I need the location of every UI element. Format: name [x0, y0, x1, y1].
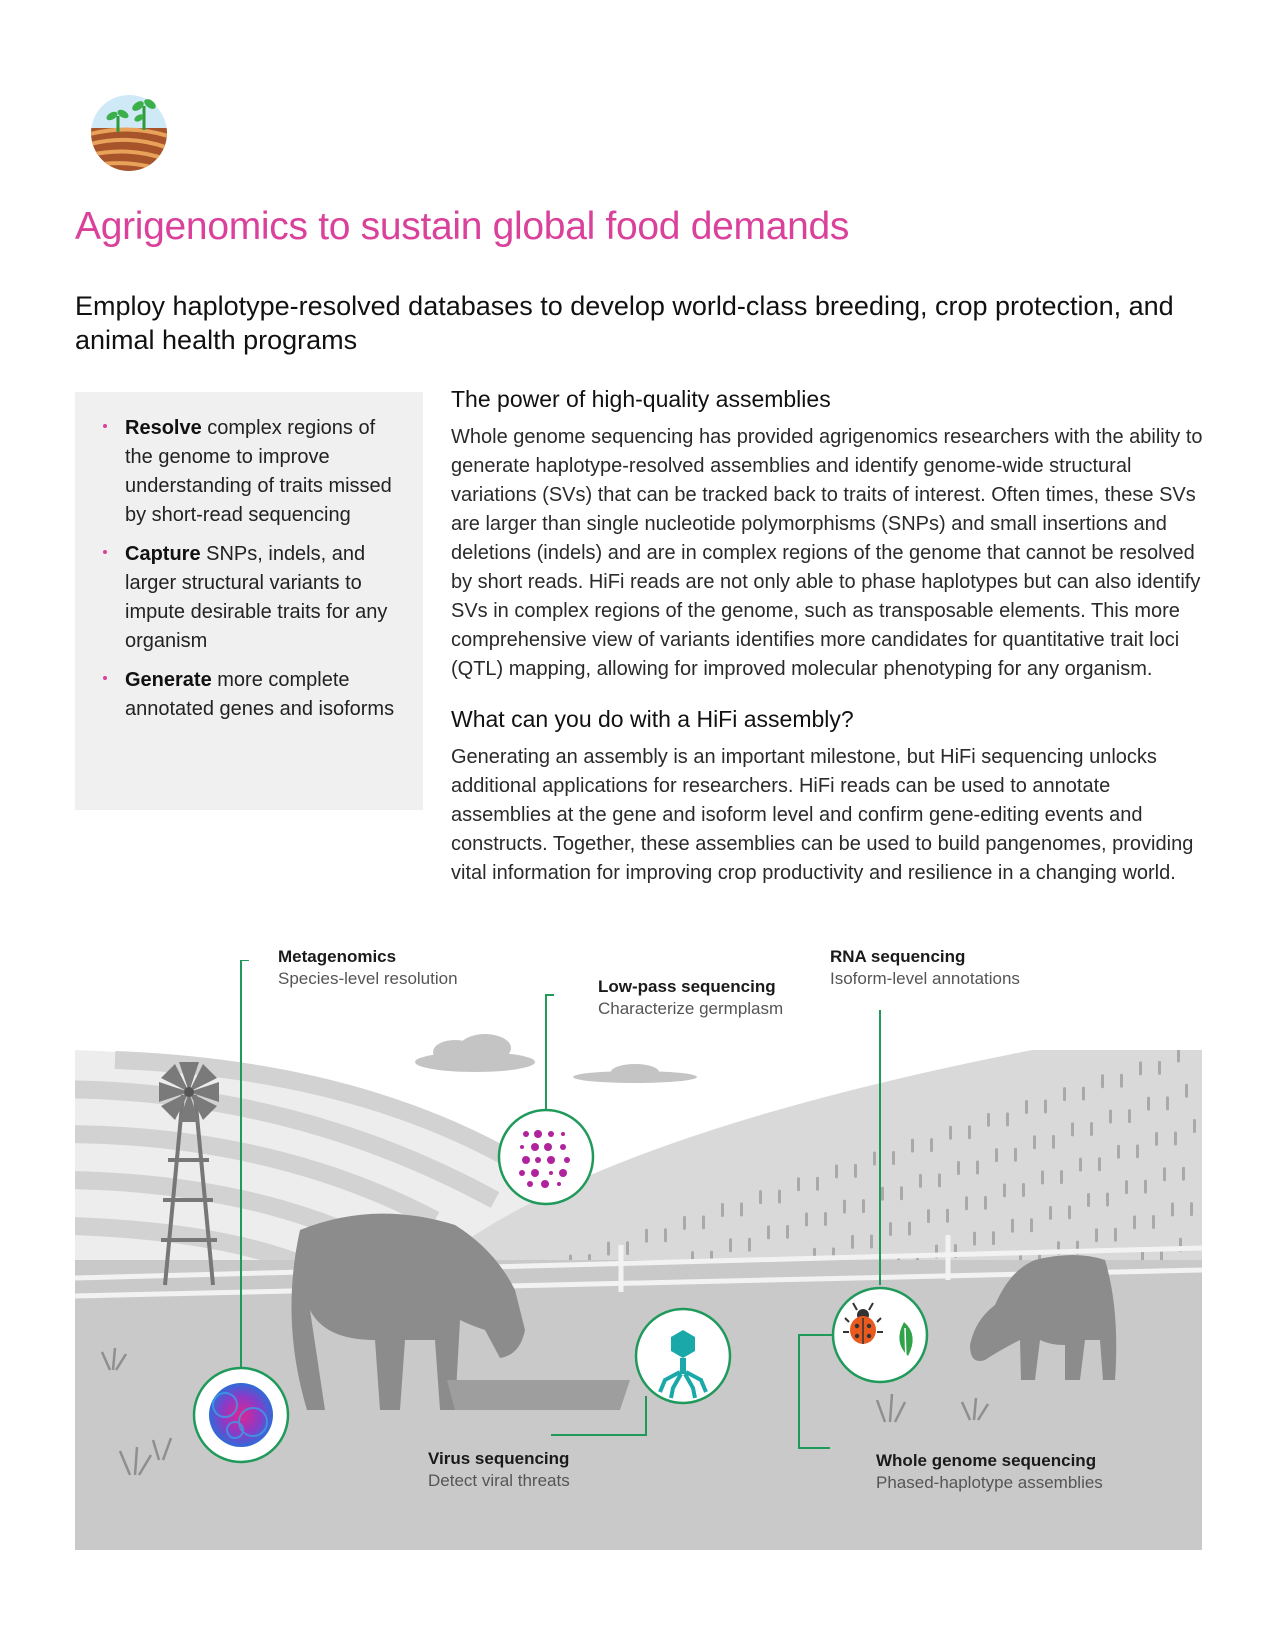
- wheat-stalk: [835, 1164, 838, 1178]
- benefit-item-generate: [125, 666, 403, 724]
- wheat-stalk: [1095, 1228, 1098, 1242]
- wheat-stalk: [1163, 1167, 1166, 1181]
- bullet-icon: [103, 676, 107, 680]
- wheat-stalk: [908, 1222, 911, 1236]
- benefit-keyword: Resolve: [125, 417, 202, 439]
- wheat-stalk: [1052, 1135, 1055, 1149]
- wheat-stalk: [984, 1196, 987, 1210]
- wheat-stalk: [683, 1216, 686, 1230]
- wheat-stalk: [1044, 1100, 1047, 1114]
- wheat-stalk: [862, 1199, 865, 1213]
- wheat-stalk: [1177, 1048, 1180, 1062]
- wheat-stalk: [748, 1238, 751, 1252]
- wheat-stalk: [1152, 1215, 1155, 1229]
- wheat-stalk: [816, 1177, 819, 1191]
- benefit-item-capture: [125, 540, 403, 656]
- wheat-stalk: [987, 1113, 990, 1127]
- callout-subtitle: Isoform-level annotations: [830, 969, 1020, 988]
- wheat-stalk: [946, 1209, 949, 1223]
- callout-metagenomics: [278, 946, 458, 990]
- wheat-stalk: [740, 1203, 743, 1217]
- wheat-stalk: [1158, 1061, 1161, 1075]
- wheat-stalk: [1082, 1087, 1085, 1101]
- callout-title: Virus sequencing: [428, 1449, 570, 1468]
- wheat-stalk: [973, 1232, 976, 1246]
- section-body: Whole genome sequencing has provided agrigenomics researchers with the ability to generate haplotype-resolved assemblies and identify genome-wide structural variations (SVs) that can be tracked back to traits of interest. Often times, these SVs are larger than single nucleotide polymorphisms (SNPs) and small insertions and deletions (indels) and are in complex regions of the genome that cannot be resolved by short reads. HiFi reads are not only able to phase haplotypes but can also identify SVs in complex regions of the genome, such as transposable elements. This more comprehensive view of variants identifies more candidates for quantitative trait loci (QTL) mapping, allowing for improved molecular phenotyping for any organism.: [451, 426, 1203, 680]
- wheat-stalk: [1136, 1144, 1139, 1158]
- benefit-item-resolve: [125, 414, 403, 530]
- wheat-stalk: [1166, 1096, 1169, 1110]
- callout-title: Metagenomics: [278, 947, 397, 966]
- wheat-stalk: [930, 1138, 933, 1152]
- wheat-stalk: [1063, 1087, 1066, 1101]
- wheat-stalk: [911, 1139, 914, 1153]
- wheat-stalk: [824, 1212, 827, 1226]
- wheat-stalk: [797, 1177, 800, 1191]
- wheat-stalk: [995, 1148, 998, 1162]
- wheat-stalk: [1128, 1109, 1131, 1123]
- bullet-icon: [103, 550, 107, 554]
- benefit-keyword: Capture: [125, 543, 201, 565]
- wheat-stalk: [881, 1187, 884, 1201]
- wheat-stalk: [992, 1231, 995, 1245]
- wheat-stalk: [957, 1161, 960, 1175]
- callout-title: Low-pass sequencing: [598, 977, 776, 996]
- wheat-stalk: [968, 1125, 971, 1139]
- wheat-stalk: [854, 1164, 857, 1178]
- wheat-stalk: [1147, 1097, 1150, 1111]
- wheat-stalk: [1033, 1135, 1036, 1149]
- benefit-keyword: Generate: [125, 669, 212, 691]
- wheat-stalk: [976, 1161, 979, 1175]
- callout-low-pass: [598, 976, 783, 1020]
- wheat-stalk: [805, 1212, 808, 1226]
- wheat-stalk: [1174, 1131, 1177, 1145]
- wheat-stalk: [1014, 1148, 1017, 1162]
- wheat-stalk: [1087, 1193, 1090, 1207]
- wheat-stalk: [645, 1229, 648, 1243]
- ladybug-leaf-icon: [833, 1288, 927, 1382]
- benefits-list: [125, 414, 403, 724]
- benefit-text: complex regions of the genome to improve understanding of traits missed by short-read sequencing: [125, 417, 392, 526]
- wheat-stalk: [938, 1173, 941, 1187]
- wheat-stalk: [1030, 1218, 1033, 1232]
- wheat-stalk: [1101, 1074, 1104, 1088]
- section-heading: The power of high-quality assemblies: [451, 386, 831, 412]
- wheat-stalk: [1193, 1119, 1196, 1133]
- wheat-stalk: [1190, 1202, 1193, 1216]
- section-heading: What can you do with a HiFi assembly?: [451, 706, 854, 732]
- wheat-stalk: [1022, 1183, 1025, 1197]
- section-body: Generating an assembly is an important milestone, but HiFi sequencing unlocks additional applications for researchers. HiFi reads can be used to annotate assemblies at the gene and isoform level and confirm gene-editing events and constructs. Together, these assemblies can be used to build pangenomes, providing vital information for improving crop productivity and resilience in a changing world.: [451, 746, 1194, 884]
- wheat-stalk: [1011, 1219, 1014, 1233]
- wheat-stalk: [843, 1200, 846, 1214]
- callout-subtitle: Phased-haplotype assemblies: [876, 1473, 1103, 1492]
- wheat-stalk: [892, 1151, 895, 1165]
- callout-rna: [830, 946, 1020, 990]
- wheat-stalk: [1025, 1100, 1028, 1114]
- callout-subtitle: Detect viral threats: [428, 1471, 570, 1490]
- wheat-stalk: [664, 1228, 667, 1242]
- wheat-stalk: [1071, 1122, 1074, 1136]
- section-assemblies: [451, 386, 1206, 684]
- wheat-stalk: [607, 1242, 610, 1256]
- wheat-stalk: [1079, 1158, 1082, 1172]
- wheat-stalk: [889, 1222, 892, 1236]
- callout-title: RNA sequencing: [830, 947, 966, 966]
- wheat-stalk: [1114, 1228, 1117, 1242]
- bullet-icon: [103, 424, 107, 428]
- wheat-stalk: [759, 1190, 762, 1204]
- farm-field-sprout-icon: [90, 94, 168, 172]
- wheat-stalk: [626, 1241, 629, 1255]
- wheat-stalk: [729, 1238, 732, 1252]
- callout-title: Whole genome sequencing: [876, 1451, 1097, 1470]
- wheat-stalk: [1090, 1122, 1093, 1136]
- page-subtitle: Employ haplotype-resolved databases to develop world-class breeding, crop protection, and animal health programs: [75, 291, 1174, 355]
- wheat-stalk: [851, 1235, 854, 1249]
- wheat-stalk: [965, 1196, 968, 1210]
- callout-virus: [428, 1448, 570, 1492]
- wheat-stalk: [786, 1225, 789, 1239]
- callout-subtitle: Characterize germplasm: [598, 999, 784, 1018]
- wheat-stalk: [1117, 1145, 1120, 1159]
- wheat-stalk: [1041, 1171, 1044, 1185]
- wheat-stalk: [1155, 1132, 1158, 1146]
- bacteriophage-icon: [636, 1309, 730, 1403]
- section-hifi-assembly: [451, 706, 1206, 888]
- wheat-stalk: [1106, 1193, 1109, 1207]
- wheat-stalk: [1098, 1157, 1101, 1171]
- wheat-stalk: [1125, 1180, 1128, 1194]
- wheat-stalk: [1182, 1167, 1185, 1181]
- wheat-stalk: [927, 1209, 930, 1223]
- wheat-stalk: [1068, 1205, 1071, 1219]
- wheat-stalk: [1049, 1206, 1052, 1220]
- wheat-stalk: [1006, 1112, 1009, 1126]
- wheat-stalk: [1185, 1084, 1188, 1098]
- wheat-stalk: [1133, 1215, 1136, 1229]
- wheat-stalk: [870, 1234, 873, 1248]
- page-title: Agrigenomics to sustain global food demands: [75, 205, 850, 248]
- wheat-stalk: [919, 1174, 922, 1188]
- key-benefits-box: [75, 392, 423, 810]
- wheat-stalk: [1139, 1061, 1142, 1075]
- wheat-stalk: [721, 1203, 724, 1217]
- wheat-stalk: [1109, 1110, 1112, 1124]
- wheat-stalk: [900, 1186, 903, 1200]
- wheat-stalk: [949, 1126, 952, 1140]
- callout-whole-genome: [876, 1450, 1103, 1494]
- wheat-stalk: [767, 1225, 770, 1239]
- low-pass-dot-grid-icon: [499, 1110, 593, 1204]
- benefit-text: more complete annotated genes and isoforms: [125, 669, 395, 720]
- wheat-stalk: [1171, 1203, 1174, 1217]
- callout-subtitle: Species-level resolution: [278, 969, 458, 988]
- wheat-stalk: [1060, 1170, 1063, 1184]
- wheat-stalk: [1003, 1183, 1006, 1197]
- wheat-stalk: [873, 1151, 876, 1165]
- wheat-stalk: [702, 1215, 705, 1229]
- wheat-stalk: [1120, 1074, 1123, 1088]
- benefit-text: SNPs, indels, and larger structural variants to impute desirable traits for any organism: [125, 543, 388, 652]
- wheat-stalk: [1144, 1180, 1147, 1194]
- metagenomics-icon: [194, 1368, 288, 1462]
- wheat-stalk: [778, 1190, 781, 1204]
